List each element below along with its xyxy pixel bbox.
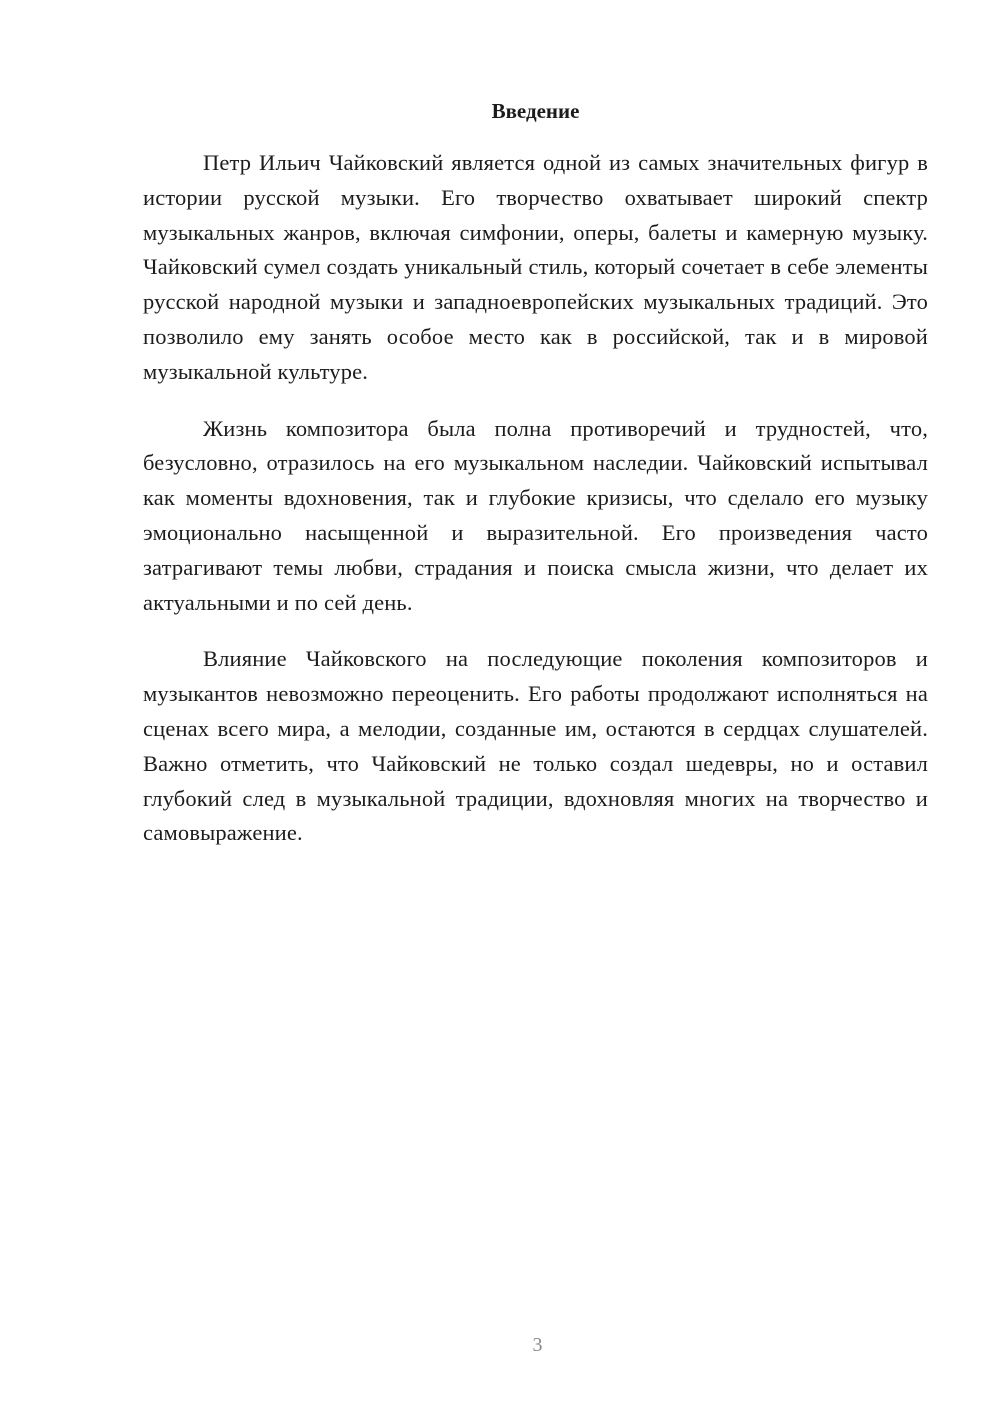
paragraph-2: Жизнь композитора была полна противоречий и трудностей, что, безусловно, отразилось на его музыкальном наследии. Чайковский испытывал как моменты вдохновения, так и глубокие кризисы, что сделало его музыку эмоционально насыщенной и выразительной. Его произведения часто затрагивают темы любви, страдания и поиска смысла жизни, что делает их актуальными и по сей день.: [143, 415, 928, 615]
page-content: [143, 96, 928, 873]
paragraph-1: Петр Ильич Чайковский является одной из самых значительных фигур в истории русской музыки. Его творчество охватывает широкий спектр музыкальных жанров, включая симфонии, оперы, балеты и камерную музыку. Чайковский сумел создать уникальный стиль, который сочетает в себе элементы русской народной музыки и западноевропейских музыкальных традиций. Это позволило ему занять особое место как в российской, так и в мировой музыкальной культуре.: [143, 150, 928, 384]
section-title: Введение: [491, 99, 580, 123]
page-number: 3: [532, 1334, 543, 1356]
paragraph-3: Влияние Чайковского на последующие поколения композиторов и музыкантов невозможно переоценить. Его работы продолжают исполняться на сценах всего мира, а мелодии, созданные им, остаются в сердцах слушателей. Важно отметить, что Чайковский не только создал шедевры, но и оставил глубокий след в музыкальной традиции, вдохновляя многих на творчество и самовыражение.: [143, 646, 928, 846]
